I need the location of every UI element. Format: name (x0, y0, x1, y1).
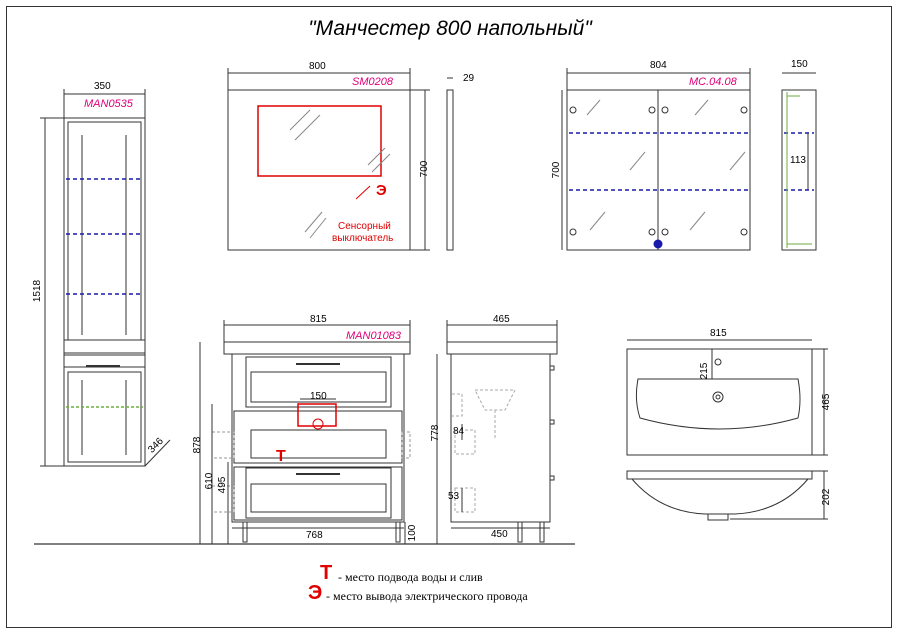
cabinet-shelf-dim: 113 (790, 155, 806, 166)
vanity-legs-dim: 100 (407, 524, 418, 542)
vanity-width-dim: 815 (310, 314, 327, 325)
legend-e-symbol: Э (308, 582, 323, 604)
vanity-code: MAN01083 (346, 330, 402, 342)
switch-label-1: Сенсорный (338, 221, 391, 232)
side-778-dim: 778 (430, 424, 441, 442)
column-unit (64, 118, 145, 466)
vanity-610-dim: 610 (204, 472, 215, 490)
legend-t-text: - место подвода воды и слив (338, 570, 483, 584)
electric-marker-e: Э (376, 182, 387, 199)
cabinet-side (782, 90, 816, 250)
mirror-depth-dim: 29 (463, 73, 475, 84)
column-shelves (66, 179, 143, 294)
vanity-495-dim: 495 (217, 476, 228, 494)
column-code: MAN0535 (84, 98, 133, 110)
mirror-width-dim: 800 (309, 61, 326, 72)
legend-t-symbol: Т (320, 562, 333, 584)
water-marker-t: Т (276, 448, 286, 465)
column-width-dim: 350 (94, 81, 111, 92)
vanity-inner-dim: 768 (306, 530, 323, 541)
vanity-front (224, 342, 410, 542)
drawing-title: "Манчестер 800 напольный" (308, 17, 592, 40)
cabinet-code: MC.04.08 (689, 76, 737, 88)
vanity-cutout-dim: 150 (310, 391, 327, 402)
column-depth-dim: 346 (146, 435, 166, 456)
side-base-dim: 450 (491, 529, 508, 540)
mirror-code: SM0208 (352, 76, 393, 88)
sink-top (627, 349, 812, 455)
cabinet-width-dim: 804 (650, 60, 667, 71)
legend-e-text: - место вывода электрического провода (326, 589, 528, 603)
cabinet-unit (567, 90, 750, 250)
side-depth-dim: 465 (493, 314, 510, 325)
sink-profile (627, 471, 812, 520)
sink-215-dim: 215 (699, 362, 710, 380)
switch-label-2: выключатель (332, 233, 394, 244)
mirror-height-dim: 700 (419, 160, 430, 178)
column-height-dim: 1518 (32, 279, 43, 303)
sink-height-dim: 202 (821, 488, 832, 506)
side-84-dim: 84 (453, 426, 465, 437)
sink-width-dim: 815 (710, 328, 727, 339)
side-53-dim: 53 (448, 491, 460, 502)
sink-depth-dim: 465 (821, 393, 832, 411)
cabinet-height-dim: 700 (551, 161, 562, 179)
cabinet-depth-dim: 150 (791, 59, 808, 70)
vanity-height-dim: 878 (192, 436, 203, 454)
